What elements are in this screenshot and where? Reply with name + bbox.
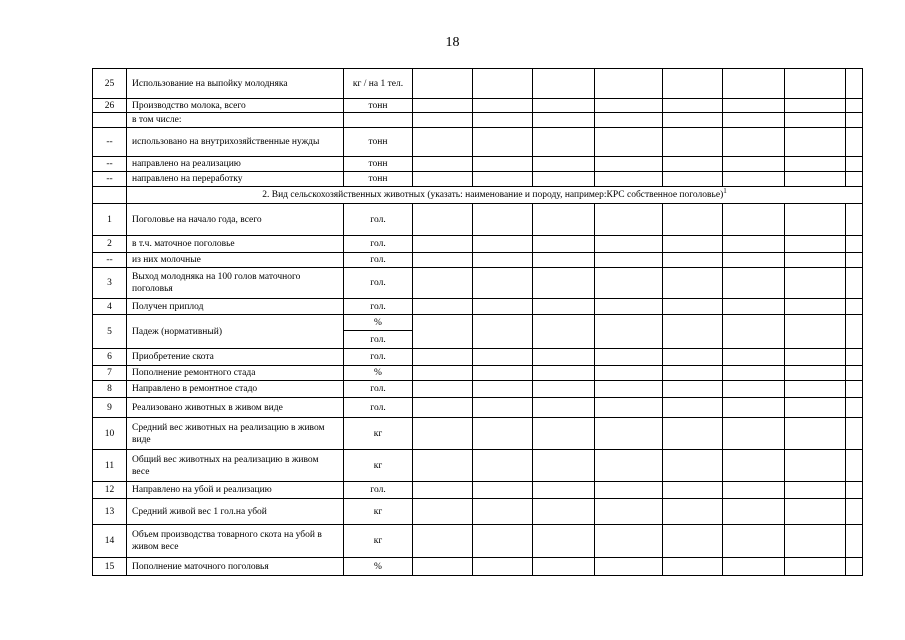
value-cell[interactable] [413,450,473,482]
value-cell[interactable] [663,236,723,253]
value-cell[interactable] [785,558,846,576]
value-cell[interactable] [663,69,723,99]
unit-cell: гол. [344,331,413,349]
value-cell[interactable] [846,99,863,113]
value-cell[interactable] [723,381,785,398]
unit-cell: кг [344,450,413,482]
indicator-name: Приобретение скота [127,349,344,366]
value-cell[interactable] [846,381,863,398]
value-cell[interactable] [473,450,533,482]
value-cell[interactable] [846,398,863,418]
value-cell[interactable] [473,236,533,253]
value-cell[interactable] [846,157,863,172]
table-row [93,499,863,525]
value-cell[interactable] [846,253,863,268]
value-cell[interactable] [595,381,663,398]
value-cell[interactable] [533,499,595,525]
value-cell[interactable] [473,315,533,349]
value-cell[interactable] [533,268,595,299]
row-number: 13 [93,499,127,525]
value-cell[interactable] [473,381,533,398]
value-cell[interactable] [785,366,846,381]
unit-cell: гол. [344,398,413,418]
value-cell[interactable] [473,525,533,558]
indicator-name: Поголовье на начало года, всего [127,204,344,236]
unit-cell: гол. [344,482,413,499]
unit-cell: гол. [344,236,413,253]
row-number: 3 [93,268,127,299]
table-row [93,366,863,381]
indicator-name: Общий вес животных на реализацию в живом весе [127,450,344,482]
value-cell[interactable] [595,172,663,187]
value-cell[interactable] [663,172,723,187]
value-cell[interactable] [413,236,473,253]
value-cell[interactable] [663,482,723,499]
value-cell[interactable] [723,299,785,315]
unit-cell: тонн [344,172,413,187]
row-number: 25 [93,69,127,99]
row-number: 26 [93,99,127,113]
value-cell[interactable] [663,381,723,398]
value-cell[interactable] [595,525,663,558]
value-cell[interactable] [846,349,863,366]
value-cell[interactable] [846,558,863,576]
section-title-text: 2. Вид сельскохозяйственных животных (указать: наименование и породу, например:КРС собственное поголовье) [262,190,724,200]
value-cell[interactable] [846,128,863,157]
table-row [93,99,863,113]
value-cell[interactable] [785,172,846,187]
value-cell[interactable] [473,398,533,418]
table-row [93,204,863,236]
value-cell[interactable] [663,450,723,482]
value-cell[interactable] [663,349,723,366]
value-cell[interactable] [785,349,846,366]
table-row [93,113,863,128]
indicator-name: Пополнение маточного поголовья [127,558,344,576]
indicator-name: в т.ч. маточное поголовье [127,236,344,253]
value-cell[interactable] [473,204,533,236]
table-row [93,172,863,187]
value-cell[interactable] [846,236,863,253]
unit-cell: тонн [344,157,413,172]
value-cell[interactable] [595,349,663,366]
page-number: 18 [445,35,460,50]
value-cell[interactable] [846,366,863,381]
indicator-name: Производство молока, всего [127,99,344,113]
value-cell[interactable] [413,315,473,349]
value-cell[interactable] [595,558,663,576]
value-cell[interactable] [723,482,785,499]
value-cell[interactable] [595,204,663,236]
value-cell[interactable] [533,113,595,128]
table-row [93,418,863,450]
row-number: 2 [93,236,127,253]
indicator-name: Средний вес животных на реализацию в живом виде [127,418,344,450]
value-cell[interactable] [785,128,846,157]
value-cell[interactable] [723,157,785,172]
value-cell[interactable] [413,366,473,381]
value-cell[interactable] [473,366,533,381]
value-cell[interactable] [663,299,723,315]
unit-cell: гол. [344,253,413,268]
table-row [93,236,863,253]
value-cell[interactable] [846,299,863,315]
value-cell[interactable] [533,418,595,450]
value-cell[interactable] [723,236,785,253]
value-cell[interactable] [595,99,663,113]
unit-cell: кг [344,418,413,450]
value-cell[interactable] [413,253,473,268]
unit-cell: гол. [344,268,413,299]
value-cell[interactable] [663,204,723,236]
value-cell[interactable] [723,418,785,450]
value-cell[interactable] [663,315,723,349]
value-cell[interactable] [846,418,863,450]
value-cell[interactable] [473,128,533,157]
indicator-name: Объем производства товарного скота на убой в живом весе [127,525,344,558]
value-cell[interactable] [595,268,663,299]
table-row [93,558,863,576]
value-cell[interactable] [595,450,663,482]
value-cell[interactable] [595,128,663,157]
value-cell[interactable] [785,398,846,418]
value-cell[interactable] [413,558,473,576]
value-cell[interactable] [473,253,533,268]
value-cell[interactable] [413,268,473,299]
value-cell[interactable] [473,499,533,525]
value-cell[interactable] [413,69,473,99]
indicator-name: Пополнение ремонтного стада [127,366,344,381]
indicator-name: использовано на внутрихозяйственные нужды [127,128,344,157]
value-cell[interactable] [533,172,595,187]
value-cell[interactable] [413,204,473,236]
value-cell[interactable] [785,157,846,172]
value-cell[interactable] [473,268,533,299]
value-cell[interactable] [785,299,846,315]
value-cell[interactable] [473,172,533,187]
value-cell[interactable] [723,268,785,299]
table-row [93,398,863,418]
value-cell[interactable] [846,450,863,482]
value-cell[interactable] [473,157,533,172]
row-number: -- [93,172,127,187]
row-number: -- [93,253,127,268]
value-cell[interactable] [723,558,785,576]
unit-cell: гол. [344,299,413,315]
value-cell[interactable] [413,128,473,157]
value-cell[interactable] [473,418,533,450]
unit-cell: кг [344,499,413,525]
row-number: 12 [93,482,127,499]
row-number: 8 [93,381,127,398]
value-cell[interactable] [533,525,595,558]
value-cell[interactable] [413,113,473,128]
value-cell[interactable] [663,99,723,113]
value-cell[interactable] [723,398,785,418]
value-cell[interactable] [413,525,473,558]
unit-cell: кг [344,525,413,558]
value-cell[interactable] [533,381,595,398]
value-cell[interactable] [533,450,595,482]
value-cell[interactable] [595,113,663,128]
value-cell[interactable] [533,69,595,99]
value-cell[interactable] [663,253,723,268]
row-number: 15 [93,558,127,576]
value-cell[interactable] [846,204,863,236]
value-cell[interactable] [723,113,785,128]
value-cell[interactable] [785,253,846,268]
value-cell[interactable] [723,366,785,381]
row-number: 5 [93,315,127,349]
value-cell[interactable] [413,398,473,418]
value-cell[interactable] [413,172,473,187]
value-cell[interactable] [533,99,595,113]
row-number [93,113,127,128]
value-cell[interactable] [533,315,595,349]
value-cell[interactable] [723,128,785,157]
table-row [93,268,863,299]
value-cell[interactable] [663,558,723,576]
value-cell[interactable] [413,418,473,450]
table-row [93,299,863,315]
row-number: 6 [93,349,127,366]
section-number-cell [93,187,127,204]
row-number: 11 [93,450,127,482]
table-row [93,253,863,268]
table-row [93,482,863,499]
value-cell[interactable] [723,525,785,558]
value-cell[interactable] [723,253,785,268]
value-cell[interactable] [595,236,663,253]
row-number: 10 [93,418,127,450]
value-cell[interactable] [473,69,533,99]
value-cell[interactable] [663,157,723,172]
row-number: 14 [93,525,127,558]
value-cell[interactable] [723,315,785,349]
indicator-name: Реализовано животных в живом виде [127,398,344,418]
indicator-name: Выход молодняка на 100 голов маточного поголовья [127,268,344,299]
value-cell[interactable] [473,299,533,315]
indicator-name: Направлено в ремонтное стадо [127,381,344,398]
value-cell[interactable] [595,157,663,172]
value-cell[interactable] [595,253,663,268]
value-cell[interactable] [595,366,663,381]
value-cell[interactable] [413,99,473,113]
table-row [93,157,863,172]
table-row [93,525,863,558]
value-cell[interactable] [663,499,723,525]
value-cell[interactable] [723,99,785,113]
row-number: 1 [93,204,127,236]
value-cell[interactable] [533,128,595,157]
value-cell[interactable] [723,69,785,99]
indicator-name: Падеж (нормативный) [127,315,344,349]
unit-cell: тонн [344,99,413,113]
value-cell[interactable] [595,69,663,99]
value-cell[interactable] [846,113,863,128]
value-cell[interactable] [846,482,863,499]
value-cell[interactable] [785,450,846,482]
indicator-name: Получен приплод [127,299,344,315]
value-cell[interactable] [533,366,595,381]
value-cell[interactable] [785,113,846,128]
value-cell[interactable] [533,398,595,418]
row-number: 7 [93,366,127,381]
value-cell[interactable] [663,128,723,157]
value-cell[interactable] [595,418,663,450]
indicator-name: направлено на переработку [127,172,344,187]
unit-cell: гол. [344,349,413,366]
unit-cell: % [344,558,413,576]
section-title [127,187,863,204]
value-cell[interactable] [473,99,533,113]
value-cell[interactable] [473,482,533,499]
table-row [93,349,863,366]
value-cell[interactable] [723,204,785,236]
value-cell[interactable] [723,349,785,366]
table-row [93,128,863,157]
indicator-name: Направлено на убой и реализацию [127,482,344,499]
value-cell[interactable] [533,236,595,253]
value-cell[interactable] [723,172,785,187]
value-cell[interactable] [846,525,863,558]
value-cell[interactable] [663,398,723,418]
indicator-name: Средний живой вес 1 гол.на убой [127,499,344,525]
unit-cell: гол. [344,381,413,398]
value-cell[interactable] [846,315,863,349]
livestock-form-table [92,68,863,576]
value-cell[interactable] [595,315,663,349]
value-cell[interactable] [785,381,846,398]
value-cell[interactable] [785,69,846,99]
value-cell[interactable] [533,253,595,268]
value-cell[interactable] [473,558,533,576]
value-cell[interactable] [533,558,595,576]
value-cell[interactable] [846,69,863,99]
value-cell[interactable] [723,499,785,525]
unit-cell: % [344,366,413,381]
value-cell[interactable] [533,204,595,236]
table-row [93,450,863,482]
value-cell[interactable] [785,315,846,349]
indicator-name: в том числе: [127,113,344,128]
value-cell[interactable] [785,204,846,236]
indicator-name: Использование на выпойку молодняка [127,69,344,99]
unit-cell [344,113,413,128]
value-cell[interactable] [785,268,846,299]
value-cell[interactable] [533,157,595,172]
value-cell[interactable] [473,113,533,128]
table-row [93,315,863,331]
indicator-name: из них молочные [127,253,344,268]
value-cell[interactable] [595,499,663,525]
row-number: 4 [93,299,127,315]
value-cell[interactable] [663,268,723,299]
value-cell[interactable] [533,299,595,315]
value-cell[interactable] [663,525,723,558]
value-cell[interactable] [785,525,846,558]
value-cell[interactable] [785,482,846,499]
value-cell[interactable] [785,499,846,525]
value-cell[interactable] [413,157,473,172]
value-cell[interactable] [846,268,863,299]
value-cell[interactable] [413,381,473,398]
value-cell[interactable] [533,482,595,499]
value-cell[interactable] [846,172,863,187]
value-cell[interactable] [723,450,785,482]
value-cell[interactable] [785,99,846,113]
value-cell[interactable] [413,482,473,499]
value-cell[interactable] [595,482,663,499]
unit-cell: кг / на 1 тел. [344,69,413,99]
value-cell[interactable] [785,418,846,450]
table-row [93,69,863,99]
unit-cell: гол. [344,204,413,236]
indicator-name: направлено на реализацию [127,157,344,172]
value-cell[interactable] [533,349,595,366]
row-number: -- [93,128,127,157]
value-cell[interactable] [663,366,723,381]
table-row [93,381,863,398]
value-cell[interactable] [846,499,863,525]
value-cell[interactable] [663,113,723,128]
value-cell[interactable] [595,299,663,315]
row-number: 9 [93,398,127,418]
value-cell[interactable] [473,349,533,366]
unit-cell: % [344,315,413,331]
unit-cell: тонн [344,128,413,157]
row-number: -- [93,157,127,172]
value-cell[interactable] [413,499,473,525]
section-footnote-mark: 1 [723,186,727,195]
value-cell[interactable] [663,418,723,450]
value-cell[interactable] [595,398,663,418]
value-cell[interactable] [413,299,473,315]
section-header-row [93,187,863,204]
value-cell[interactable] [413,349,473,366]
value-cell[interactable] [785,236,846,253]
